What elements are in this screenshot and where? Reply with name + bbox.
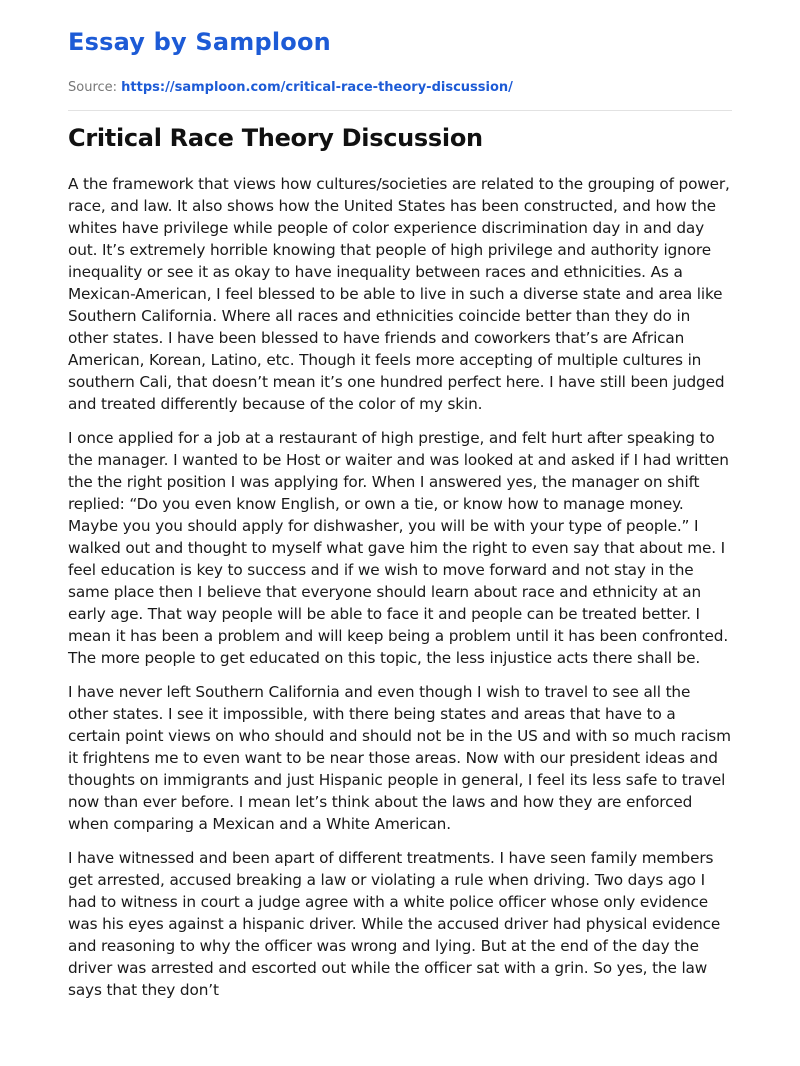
header-divider bbox=[68, 110, 732, 111]
essay-paragraph: I once applied for a job at a restaurant of high prestige, and felt hurt after speaking to the manager. I wanted to be Host or waiter and was looked at and asked if I had written the the right position I was applying for. When I answered yes, the manager on shift replied: “Do you even know English, or own a tie, or know how to manage money. Maybe you you should apply for dishwasher, you will be with your type of people.” I walked out and thought to myself what gave him the right to even say that about me. I feel education is key to success and if we wish to move forward and not stay in the same place then I believe that everyone should learn about race and ethnicity at an early age. That way people will be able to face it and people can be treated better. I mean it has been a problem and will keep being a problem until it has been confronted. The more people to get educated on this topic, the less injustice acts there shall be. bbox=[68, 429, 729, 667]
source-line bbox=[68, 80, 513, 95]
essay-paragraph: I have witnessed and been apart of different treatments. I have seen family members get arrested, accused breaking a law or violating a rule when driving. Two days ago I had to witness in court a judge agree with a white police officer whose only evidence was his eyes against a hispanic driver. While the accused driver had physical evidence and reasoning to why the officer was wrong and lying. But at the end of the day the driver was arrested and escorted out while the officer sat with a grin. So yes, the law says that they don’t bbox=[68, 849, 721, 999]
page-title: Critical Race Theory Discussion bbox=[68, 124, 483, 152]
essay-paragraph: A the framework that views how cultures/societies are related to the grouping of power, race, and law. It also shows how the United States has been constructed, and how the whites have privilege while people of color experience discrimination day in and day out. It’s extremely horrible knowing that people of high privilege and authority ignore inequality or see it as okay to have inequality between races and ethnicities. As a Mexican-American, I feel blessed to be able to live in such a diverse state and area like Southern California. Where all races and ethnicities coincide better than they do in other states. I have been blessed to have friends and coworkers that’s are African American, Korean, Latino, etc. Though it feels more accepting of multiple cultures in southern Cali, that doesn’t mean it’s one hundred perfect here. I have still been judged and treated differently because of the color of my skin. bbox=[68, 175, 730, 413]
source-label: Source: bbox=[68, 80, 118, 95]
source-link[interactable]: https://samploon.com/critical-race-theory-discussion/ bbox=[121, 80, 513, 95]
site-brand[interactable]: Essay by Samploon bbox=[68, 28, 331, 56]
essay-paragraph: I have never left Southern California and even though I wish to travel to see all the other states. I see it impossible, with there being states and areas that have to a certain point views on who should and should not be in the US and with so much racism it frightens me to even want to be near those areas. Now with our president ideas and thoughts on immigrants and just Hispanic people in general, I feel its less safe to travel now than ever before. I mean let’s think about the laws and how they are enforced when comparing a Mexican and a White American. bbox=[68, 683, 731, 833]
essay-body bbox=[68, 173, 732, 1013]
